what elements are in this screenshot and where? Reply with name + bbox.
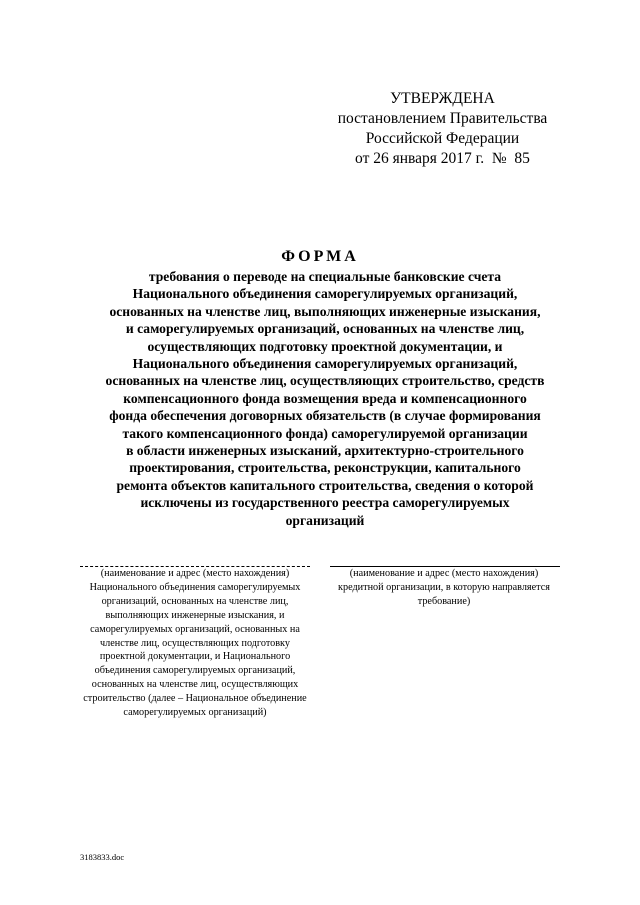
approval-line: от 26 января 2017 г. № 85: [355, 150, 530, 167]
approval-line: Российской Федерации: [365, 130, 520, 147]
approval-line: постановлением Правительства: [337, 110, 548, 127]
sender-name-caption: [74, 567, 316, 720]
caption-line: выполняющих инженерные изыскания, и: [105, 609, 285, 621]
description-line: организаций: [285, 512, 365, 528]
form-description: [88, 268, 562, 529]
description-line: основанных на членстве лиц, выполняющих инженерные изыскания,: [109, 303, 541, 319]
description-line: в области инженерных изысканий, архитектурно-строительного: [126, 443, 524, 459]
description-line: и саморегулируемых организаций, основанных на членстве лиц,: [125, 321, 525, 337]
approval-line: УТВЕРЖДЕНА: [390, 90, 495, 107]
description-line: Национального объединения саморегулируемых организаций,: [132, 286, 518, 302]
description-line: такого компенсационного фонда) саморегулируемой организации: [122, 425, 528, 441]
bank-name-caption: [320, 567, 568, 609]
caption-line: саморегулируемых организаций, основанных на: [90, 623, 300, 635]
caption-line: Национального объединения саморегулируемых: [89, 581, 301, 593]
caption-line: (наименование и адрес (место нахождения): [349, 568, 539, 579]
caption-line: требование): [417, 595, 471, 607]
document-file-code: 3183833.doc: [80, 852, 125, 862]
description-line: основанных на членстве лиц, осуществляющих строительство, средств: [105, 373, 545, 389]
caption-line: (наименование и адрес (место нахождения): [100, 568, 290, 579]
description-line: проектирования, строительства, реконструкции, капитального: [129, 460, 521, 476]
description-line: фонда обеспечения договорных обязательств (в случае формирования: [109, 408, 541, 424]
caption-line: строительство (далее – Национальное объединение: [83, 693, 307, 705]
description-line: требования о переводе на специальные банковские счета: [148, 269, 502, 284]
description-line: компенсационного фонда возмещения вреда и компенсационного: [123, 390, 527, 406]
description-line: осуществляющих подготовку проектной документации, и: [147, 338, 503, 354]
caption-line: объединения саморегулируемых организаций,: [94, 665, 296, 677]
caption-line: основанных на членстве лиц, осуществляющих: [91, 679, 299, 691]
caption-line: саморегулируемых организаций): [123, 707, 267, 719]
approval-stamp: [320, 89, 565, 169]
caption-line: членстве лиц, осуществляющих подготовку: [100, 637, 290, 649]
form-title: ФОРМА: [281, 248, 359, 265]
caption-line: организаций, основанных на членстве лиц,: [101, 595, 289, 607]
description-line: Национального объединения саморегулируемых организаций,: [132, 356, 518, 372]
caption-line: кредитной организации, в которую направляется: [338, 581, 550, 593]
description-line: исключены из государственного реестра саморегулируемых: [140, 495, 510, 511]
description-line: ремонта объектов капитального строительства, сведения о которой: [116, 477, 534, 493]
caption-line: проектной документации, и Национального: [99, 651, 291, 663]
